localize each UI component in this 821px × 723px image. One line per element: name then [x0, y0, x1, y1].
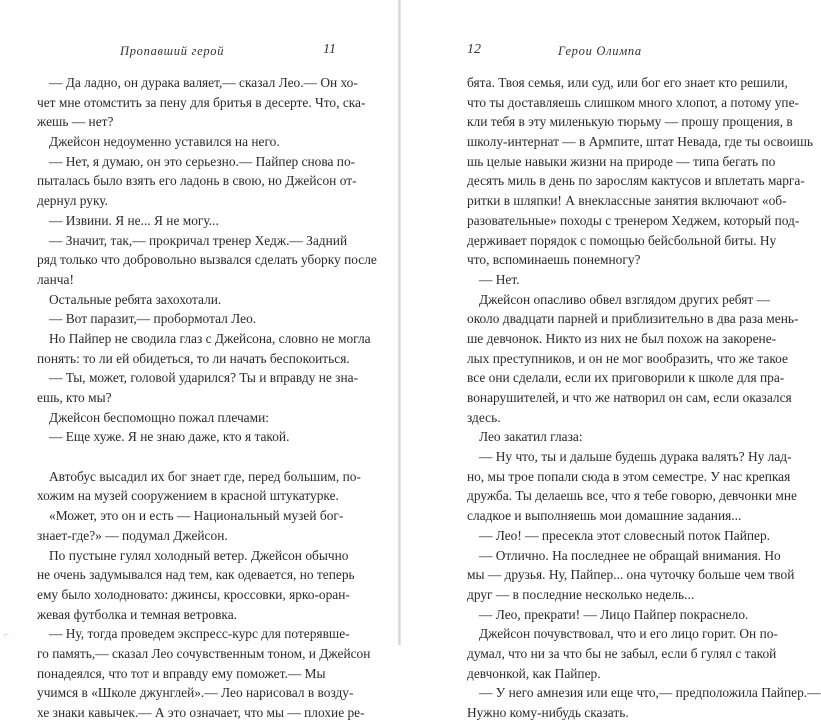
text-line: жевая футболка и темная ветровка.: [37, 606, 238, 622]
right-page-number: 12: [467, 42, 481, 57]
right-running-head: Герои Олимпа: [558, 44, 642, 58]
text-line: Остальные ребята захохотали.: [49, 291, 222, 307]
text-line: пыталась было взять его ладонь в свою, но Джейсон от-: [37, 173, 357, 189]
text-line: знает-где?» — подумал Джейсон.: [37, 527, 228, 543]
text-line: — Вот паразит,— пробормотал Лео.: [49, 311, 257, 327]
text-line: сладкое и выполняешь мои домашние задания...: [467, 508, 742, 524]
text-line: — Еще хуже. Я не знаю даже, кто я такой.: [49, 429, 290, 445]
text-line: — Отлично. На последнее не обращай внимания. Но: [479, 547, 781, 563]
text-line: лых преступников, и он не мог вообразить, что же такое: [467, 350, 788, 366]
text-line: Джейсон опасливо обвел взглядом других ребят —: [479, 291, 771, 307]
text-line: но, мы трое попали сюда в этом семестре. У нас крепкая: [467, 468, 791, 484]
text-line: Автобус высадил их бог знает где, перед большим, по-: [49, 468, 361, 484]
text-line: — Ну, тогда проведем экспресс-курс для потерявше-: [49, 626, 350, 642]
text-line: что, вспоминаешь понемногу?: [467, 252, 641, 268]
text-line: держивает порядок с помощью бейсбольной биты. Ну: [467, 232, 777, 248]
text-line: девчонкой, как Пайпер.: [467, 665, 601, 681]
text-line: разовательные» походы с тренером Хеджем, который под-: [467, 212, 800, 228]
text-line: — Лео! — пресекла этот словесный поток Пайпер.: [479, 527, 771, 543]
text-line: ему было холодновато: джинсы, кроссовки, ярко-оран-: [37, 586, 350, 602]
text-line: го память,— сказал Лео сочувственным тоном, и Джейсон: [37, 645, 371, 661]
text-line: «Может, это он и есть — Национальный музей бог-: [49, 508, 344, 524]
right-page: [401, 0, 821, 720]
text-line: ше девчонок. Никто из них не был похож на закорене-: [467, 330, 777, 346]
text-line: ритки в шляпки! А внеклассные занятия включают «об-: [467, 193, 787, 209]
text-line: понять: то ли ей обидеться, то ли начать беспокоиться.: [37, 350, 350, 366]
left-page-number: 11: [323, 42, 336, 57]
text-line: — Нет, я думаю, он это серьезно.— Пайпер снова по-: [49, 153, 356, 169]
text-line: — Нет.: [479, 271, 520, 287]
text-line: По пустыне гулял холодный ветер. Джейсон обычно: [49, 547, 349, 563]
text-line: — Да ладно, он дурака валяет,— сказал Лео.— Он хо-: [49, 75, 358, 90]
text-line: Джейсон недоуменно уставился на него.: [49, 134, 280, 150]
text-line: ряд только что добровольно вызвался сделать уборку после: [37, 252, 377, 268]
text-line: не очень задумывался над тем, как одевается, но теперь: [37, 567, 355, 583]
text-line: — Значит, так,— прокричал тренер Хедж.— Задний: [49, 232, 348, 248]
left-page-text: [37, 73, 377, 723]
text-line: дернул руку.: [37, 193, 108, 209]
text-line: — Ты, может, головой ударился? Ты и вправду не зна-: [49, 370, 359, 386]
text-line: школу-интернат — в Армпите, штат Невада, где ты освоишь: [467, 134, 814, 150]
text-line: учимся в «Школе джунглей».— Лео нарисовал в возду-: [37, 685, 354, 701]
text-line: около двадцати парней и приблизительно в два раза мень-: [467, 311, 799, 327]
left-running-head: Пропавший герой: [120, 44, 225, 58]
text-line: Джейсон почувствовал, что и его лицо горит. Он по-: [479, 626, 778, 642]
text-line: хе знаки кавычек.— А это означает, что мы — плохие ре-: [37, 705, 365, 720]
text-line: — Ну что, ты и дальше будешь дурака валять? Ну лад-: [479, 449, 792, 465]
text-line: здесь.: [467, 409, 501, 425]
section-break: [37, 447, 337, 467]
text-line: Джейсон беспомощно пожал плечами:: [49, 409, 269, 425]
text-line: десять миль в день по зарослям кактусов и вплетать марга-: [467, 173, 805, 189]
text-line: Нужно кому-нибудь сказать.: [467, 705, 629, 720]
text-line: дружба. Ты делаешь все, что я тебе говорю, девчонки мне: [467, 488, 797, 504]
text-line: что ты доставляешь слишком много хлопот, а потому упе-: [467, 94, 799, 110]
text-line: — Извини. Я не... Я не могу...: [49, 212, 219, 228]
text-line: — У него амнезия или еще что,— предположила Пайпер.—: [479, 685, 821, 701]
text-line: бята. Твоя семья, или суд, или бог его знает кто решили,: [467, 75, 788, 90]
left-page: [0, 0, 399, 720]
text-line: друг — в последние несколько недель...: [467, 586, 695, 602]
right-page-text: [467, 73, 821, 723]
text-line: мы — друзья. Ну, Пайпер... она чуточку больше чем твой: [467, 567, 795, 583]
text-line: чет мне отомстить за пену для бритья в десерте. Что, ска-: [37, 94, 366, 110]
text-line: кли тебя в эту миленькую тюрьму — прошу прощения, в: [467, 114, 793, 130]
text-line: понадеялся, что тот и вправду ему поможет.— Мы: [37, 665, 326, 681]
text-line: Лео закатил глаза:: [479, 429, 583, 445]
text-line: все они сделали, если их приговорили к школе для пра-: [467, 370, 785, 386]
corner-mark: ⌐: [4, 629, 10, 639]
text-line: вонарушителей, и что же натворил он сам, если оказался: [467, 390, 792, 405]
text-line: ешь, кто мы?: [37, 390, 112, 405]
text-line: жешь — нет?: [37, 114, 114, 130]
text-line: — Лео, прекрати! — Лицо Пайпер покраснело.: [479, 606, 749, 622]
text-line: Но Пайпер не сводила глаз с Джейсона, словно не могла: [49, 330, 371, 346]
text-line: хожим на музей сооружением в красной штукатурке.: [37, 488, 339, 504]
text-line: шь целые навыки жизни на природе — типа бегать по: [467, 153, 776, 169]
text-line: думал, что ни за что бы не забыл, если б гулял с такой: [467, 645, 777, 661]
text-line: ланча!: [37, 271, 74, 287]
